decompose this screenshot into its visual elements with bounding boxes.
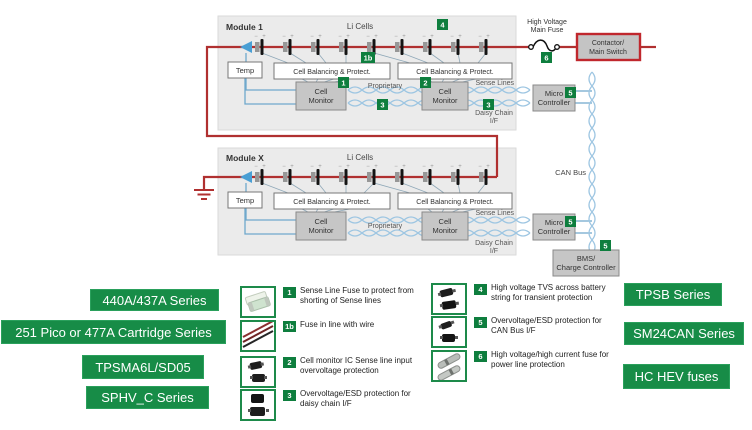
temp-box-moduleX <box>228 192 262 208</box>
legend-text: High voltage/high current fuse for power line protection <box>491 350 609 369</box>
svg-text:Monitor: Monitor <box>308 226 334 235</box>
product-label-440a-437a: 440A/437A Series <box>90 289 219 311</box>
main-fuse-icon <box>529 40 560 51</box>
daisy-chain-if-label: I/F <box>489 248 499 255</box>
svg-text:Charge Controller: Charge Controller <box>556 263 616 272</box>
sense-lines-label: Sense Lines <box>475 80 514 87</box>
wire-fuse-icon <box>240 320 276 352</box>
product-label-sm24can: SM24CAN Series <box>624 322 744 345</box>
svg-text:Micro: Micro <box>544 89 564 98</box>
svg-text:Contactor/: Contactor/ <box>591 40 625 47</box>
legend-badge-3: 3 <box>283 390 296 401</box>
temp-box-module1 <box>228 62 262 78</box>
daisy-chain-if-label: I/F <box>489 118 499 125</box>
badge-1: 1 <box>341 78 346 88</box>
badge-5: 5 <box>603 241 608 251</box>
legend-badge-6: 6 <box>474 351 487 362</box>
smd-diode-icon <box>240 389 276 421</box>
svg-text:Monitor: Monitor <box>432 96 458 105</box>
smd-diode-icon <box>431 283 467 315</box>
cell-balancing-box <box>274 63 390 79</box>
svg-text:Temp: Temp <box>235 66 255 75</box>
svg-text:Cell: Cell <box>438 217 452 226</box>
product-label-251-477a: 251 Pico or 477A Cartridge Series <box>1 320 226 344</box>
legend-item-1b <box>240 320 374 352</box>
svg-text:Main Switch: Main Switch <box>589 49 627 56</box>
li-cells-label: Li Cells <box>346 22 374 31</box>
cell-balancing-box <box>398 63 512 79</box>
badge-3: 3 <box>380 100 385 110</box>
legend-item-4 <box>431 283 606 315</box>
moduleX-title: Module X <box>226 153 264 163</box>
legend-item-1 <box>240 286 414 318</box>
module1-title: Module 1 <box>226 22 263 32</box>
svg-text:Controller: Controller <box>537 227 571 236</box>
svg-text:BMS/: BMS/ <box>576 254 596 263</box>
smd-diode-icon <box>431 316 467 348</box>
svg-text:Temp: Temp <box>235 196 255 205</box>
cell-balancing-box <box>274 193 390 209</box>
chip-fuse-icon <box>240 286 276 318</box>
svg-text:Controller: Controller <box>537 98 571 107</box>
svg-text:Cell Balancing & Protect.: Cell Balancing & Protect. <box>293 69 371 76</box>
ground-icon <box>194 190 214 199</box>
legend-text: High voltage TVS across battery string for transient protection <box>491 283 606 302</box>
can-bus-label: CAN Bus <box>555 168 586 177</box>
li-cells-label: Li Cells <box>346 153 374 162</box>
legend-badge-5: 5 <box>474 317 487 328</box>
legend-item-5 <box>431 316 602 348</box>
product-label-hc-hev-fuses: HC HEV fuses <box>623 364 730 389</box>
svg-text:Monitor: Monitor <box>432 226 458 235</box>
contactor-box <box>577 34 640 60</box>
hv-fuse-icon <box>431 350 467 382</box>
legend-item-6 <box>431 350 609 382</box>
badge-4: 4 <box>440 20 445 30</box>
product-label-tpsb: TPSB Series <box>624 283 722 306</box>
legend-text: Fuse in line with wire <box>300 320 375 329</box>
legend-item-3 <box>240 389 411 421</box>
legend-text: Overvoltage/ESD protection for daisy chain I/F <box>300 389 411 408</box>
smd-diode-icon <box>240 356 276 388</box>
legend-item-2 <box>240 356 412 388</box>
svg-text:Cell: Cell <box>314 87 328 96</box>
product-label-tpsma6l-sd05: TPSMA6L/SD05 <box>82 355 204 379</box>
legend-badge-4: 4 <box>474 284 487 295</box>
legend-badge-1b: 1b <box>283 321 296 332</box>
proprietary-label: Proprietary <box>367 223 403 230</box>
svg-text:Cell: Cell <box>314 217 328 226</box>
legend-text: Sense Line Fuse to protect from shorting of Sense lines <box>300 286 414 305</box>
badge-3: 3 <box>486 100 491 110</box>
badge-5: 5 <box>568 88 573 98</box>
daisy-chain-label: Daisy Chain <box>475 240 513 247</box>
cell-balancing-box <box>398 193 512 209</box>
hv-fuse-label: Main Fuse <box>530 27 564 34</box>
svg-text:Cell Balancing & Protect.: Cell Balancing & Protect. <box>416 199 494 206</box>
svg-text:Micro: Micro <box>544 218 564 227</box>
legend-text: Cell monitor IC Sense line input overvoltage protection <box>300 356 413 375</box>
badge-2: 2 <box>423 78 428 88</box>
badge-6: 6 <box>544 53 549 63</box>
product-label-sphv-c: SPHV_C Series <box>86 386 209 409</box>
badge-5: 5 <box>568 217 573 227</box>
badge-1b: 1b <box>363 53 373 63</box>
svg-text:Monitor: Monitor <box>308 96 334 105</box>
hv-fuse-label: High Voltage <box>527 19 567 26</box>
svg-text:Cell Balancing & Protect.: Cell Balancing & Protect. <box>293 199 371 206</box>
legend-badge-1: 1 <box>283 287 296 298</box>
daisy-chain-label: Daisy Chain <box>475 110 513 117</box>
proprietary-label: Proprietary <box>367 83 403 90</box>
svg-text:Cell: Cell <box>438 87 452 96</box>
cell-monitor-box <box>422 212 468 240</box>
svg-text:Cell Balancing & Protect.: Cell Balancing & Protect. <box>416 69 494 76</box>
legend-badge-2: 2 <box>283 357 296 368</box>
cell-monitor-box <box>296 212 346 240</box>
sense-lines-label: Sense Lines <box>475 210 514 217</box>
bms-charge-controller-box <box>553 250 619 276</box>
legend-text: Overvoltage/ESD protection for CAN Bus I/F <box>491 316 602 335</box>
